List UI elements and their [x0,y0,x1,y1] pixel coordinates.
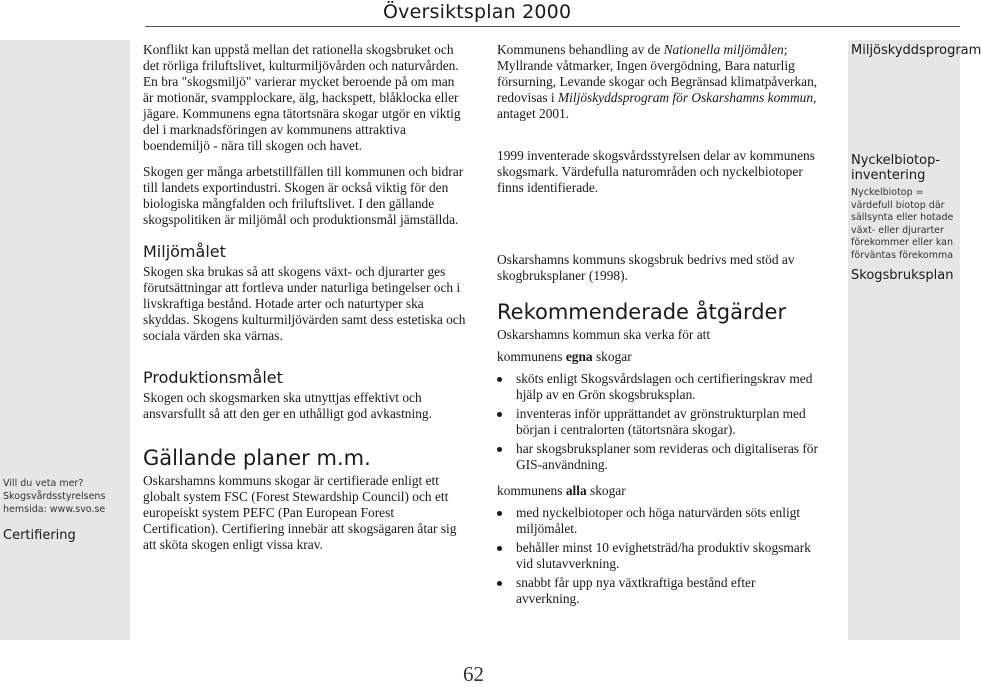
page-header-title: Översiktsplan 2000 [383,1,572,23]
section-heading-produktionsmalet: Produktionsmålet [143,368,283,387]
definition-term: Nyckelbiotop [851,187,913,198]
bold-run: egna [565,349,593,364]
text-run: skogar [586,483,626,498]
list-item: har skogsbruksplaner som revideras och digitaliseras för GIS-användning. [497,441,819,473]
sidebar-note-line: Vill du veta mer? [3,478,84,489]
text-run: kommunens [497,349,566,364]
header-divider [145,26,960,27]
sidebar-heading-line: Nyckelbiotop- [851,153,941,168]
list-item: sköts enligt Skogsvårdslagen och certifieringskrav med hjälp av en Grön skogsbruksplan. [497,371,819,403]
paragraph: Oskarshamns kommuns skogsbruk bedrivs med stöd av skogbruksplaner (1998). [497,252,795,283]
sidebar-definition [851,187,959,262]
list-intro-alla [497,483,819,499]
sidebar-note-line: Skogsvårdsstyrelsens [3,491,106,502]
sidebar-note-link[interactable]: hemsida: www.svo.se [3,504,106,515]
text-run: kommunens [497,483,566,498]
sidebar-heading-certifiering: Certifiering [3,528,76,543]
list-item: med nyckelbiotoper och höga naturvärden söts enligt miljömålet. [497,505,819,537]
text-run: Kommunens behandling av de [497,42,664,57]
paragraph: 1999 inventerade skogsvårdsstyrelsen delar av kommunens skogsmark. Värdefulla naturområden och nyckelbiotoper finns identifierade. [497,148,815,195]
sidebar-heading-line: inventering [851,168,926,183]
text-run: , antaget 2001. [497,90,817,121]
section-heading-rekommenderade-atgarder: Rekommenderade åtgärder [497,300,787,324]
text-column-right [497,42,819,610]
page-number: 62 [463,662,484,686]
paragraph: Skogen och skogsmarken ska utnyttjas effektivt och ansvarsfullt så att den ger en uthålligt god avkastning. [143,390,432,421]
sidebar-more-info-note [3,477,121,516]
paragraph-miljomal [497,42,819,122]
list-intro-egna [497,349,819,365]
bold-run: alla [565,483,587,498]
text-run: ; Myllrande våtmarker, Ingen övergödning, Bara naturlig försurning, Levande skogar och Begränsad klimatpåverkan, redovisas i [497,42,818,105]
list-item: behåller minst 10 evighetsträd/ha produktiv skogsmark vid slutavverkning. [497,540,819,572]
italic-run: Miljöskyddsprogram för Oskarshamns kommun [558,90,814,105]
right-sidebar [848,40,981,640]
left-sidebar [0,40,130,640]
section-heading-miljomalet: Miljömålet [143,242,226,261]
definition-text: = värdefull biotop där sällsynta eller hotade växt- eller djurarter förekommer eller kan förväntas förekomma [851,187,954,261]
section-heading-gallande-planer: Gällande planer m.m. [143,446,371,470]
paragraph: Oskarshamns kommuns skogar är certifierade enligt ett globalt system FSC (Forest Stewardship Council) och ett europeiskt system PEFC (Pan European Forest Certification). Certifiering innebär att skogsägaren åtar sig att sköta skogen enligt vissa krav. [143,473,457,552]
bullet-list-alla [497,505,819,607]
sidebar-heading-skogsbruksplan: Skogsbruksplan [851,268,954,283]
paragraph: Skogen ska brukas så att skogens växt- och djurarter ges förutsättningar att fortleva under naturliga betingelser och i livskraftiga bestånd. Hotade arter och naturtyper ska skyddas. Skogens kulturmiljövärden samt dess estetiska och sociala värden ska värnas. [143,264,466,343]
sidebar-heading-miljoskyddsprogram: Miljöskyddsprogram [851,43,981,58]
paragraph: Konflikt kan uppstå mellan det rationella skogsbruket och det rörliga friluftslivet, kulturmiljövården och naturvården. En bra "skogsmiljö" varierar mycket beroende på om man är motionär, svampplockare, älg, hackspett, blåklocka eller jägare. Kommunens egna tätortsnära skogar utgör en viktig del i marknadsföringen av kommunens attraktiva boendemiljö - nära till skogen och havet. [143,42,461,153]
paragraph: Skogen ger många arbetstillfällen till kommunen och bidrar till landets exportindustri. Skogen är också viktig för den biologiska mångfalden och friluftslivet. I den gällande skogspolitiken är miljömål och produktionsmål jämställda. [143,164,464,227]
list-item: inventeras inför upprättandet av grönstrukturplan med början i centralorten (tätortsnära skogar). [497,406,819,438]
sidebar-heading-nyckelbiotop [851,153,940,183]
paragraph: Oskarshamns kommun ska verka för att [497,327,711,342]
text-column-left [143,42,468,563]
text-run: skogar [592,349,632,364]
list-item: snabbt får upp nya växtkraftiga bestånd efter avverkning. [497,575,819,607]
italic-run: Nationella miljömålen [663,42,784,57]
bullet-list-egna [497,371,819,473]
